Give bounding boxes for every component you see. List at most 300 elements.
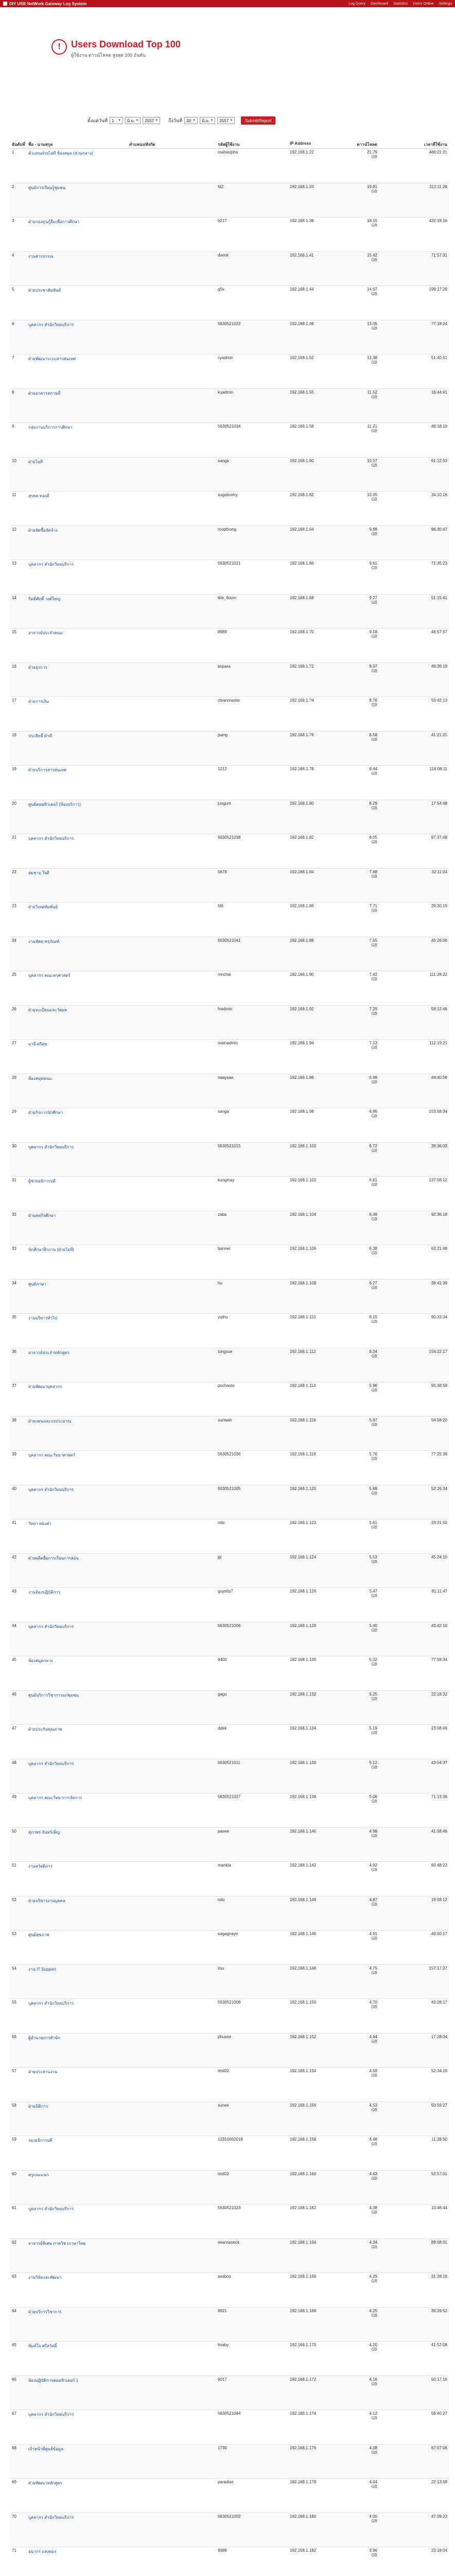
row-time: 40:00:17 xyxy=(431,1931,447,1936)
row-name[interactable] xyxy=(27,217,128,251)
user-name-link[interactable]: งานสวัสดิการ xyxy=(28,1864,52,1869)
user-name-link[interactable]: ฝ่ายบริการวิชาการ xyxy=(28,2309,62,2314)
row-rank: 29 xyxy=(12,1109,16,1114)
user-name-link[interactable]: ห้องปฏิบัติการคอมพิวเตอร์ 1 xyxy=(28,2378,79,2383)
row-dept xyxy=(128,492,216,526)
row-name[interactable] xyxy=(27,2102,128,2136)
row-name[interactable] xyxy=(27,663,128,697)
row-user: 5630521034 xyxy=(218,424,241,429)
row-download xyxy=(354,1074,379,1108)
row-user: dwmk xyxy=(218,252,229,258)
row-name[interactable] xyxy=(27,286,128,320)
row-download xyxy=(354,903,379,937)
row-name[interactable] xyxy=(27,1382,128,1416)
row-download xyxy=(354,2308,379,2342)
row-dept xyxy=(128,149,216,183)
row-download xyxy=(354,1691,379,1725)
user-name-link[interactable]: งานห้องปฏิบัติการ xyxy=(28,1590,61,1595)
row-name[interactable] xyxy=(27,252,128,286)
table-row xyxy=(10,1862,449,1896)
row-name[interactable] xyxy=(27,1965,128,1999)
user-name-link[interactable]: งานพัสดุ ครุภัณฑ์ xyxy=(28,939,60,944)
download-value: 4.98 xyxy=(369,1828,377,1834)
row-name[interactable] xyxy=(27,1417,128,1451)
download-value: 4.29 xyxy=(369,2274,377,2279)
download-unit: GB xyxy=(371,805,377,810)
row-dept xyxy=(128,1519,216,1553)
row-ip: 192.168.1.148 xyxy=(290,1965,317,1971)
row-name[interactable] xyxy=(27,766,128,800)
row-name[interactable] xyxy=(27,1451,128,1485)
row-user: sagagnaye xyxy=(218,1931,238,1936)
row-user: ndo xyxy=(218,1520,225,1525)
row-name[interactable] xyxy=(27,1930,128,1964)
row-name[interactable] xyxy=(27,1485,128,1519)
row-dept xyxy=(128,183,216,217)
download-unit: GB xyxy=(371,566,377,570)
download-value: 4.12 xyxy=(369,2411,377,2416)
download-unit: GB xyxy=(371,1388,377,1393)
row-name[interactable] xyxy=(27,149,128,183)
user-name-link[interactable]: ธนากร แสงทอง xyxy=(28,2549,57,2554)
row-name[interactable] xyxy=(27,526,128,560)
download-value: 5.47 xyxy=(369,1589,377,1594)
row-rank: 33 xyxy=(12,1246,16,1251)
row-rank: 34 xyxy=(12,1280,16,1285)
row-name[interactable] xyxy=(27,903,128,937)
row-name[interactable] xyxy=(27,834,128,868)
table-row xyxy=(10,1725,449,1759)
row-dept xyxy=(128,1451,216,1485)
row-time: 49:36:19 xyxy=(431,664,447,669)
row-name[interactable] xyxy=(27,1896,128,1930)
to-month-select[interactable] xyxy=(200,117,215,124)
user-name-link[interactable]: งาน IT Support xyxy=(28,1967,56,1972)
row-name[interactable] xyxy=(27,2067,128,2102)
download-unit: GB xyxy=(371,2416,377,2420)
row-name[interactable] xyxy=(27,2205,128,2239)
row-dept xyxy=(128,2239,216,2273)
row-ip: 192.168.1.126 xyxy=(290,1589,317,1594)
row-name[interactable] xyxy=(27,697,128,731)
row-user: gagu xyxy=(218,1691,227,1697)
table-row xyxy=(10,1793,449,1828)
row-name[interactable] xyxy=(27,2547,128,2576)
row-name[interactable] xyxy=(27,354,128,388)
user-name-link[interactable]: ศูนย์การเรียนรู้ชุมชน xyxy=(28,185,65,190)
row-user: cyadmin xyxy=(218,355,233,360)
user-name-link[interactable]: ฝ่ายกิจการนักศึกษา xyxy=(28,1110,63,1115)
user-name-link[interactable]: อาจารย์พิเศษ ภาควิชาภาษาไทย xyxy=(28,2241,86,2246)
row-time: 95:38:59 xyxy=(431,1383,447,1388)
row-name[interactable] xyxy=(27,2308,128,2342)
col-dept: ตำแหน่ง/สังกัด xyxy=(129,142,155,147)
user-name-link[interactable]: บุคลากร สำนักวิทยบริการ xyxy=(28,1487,74,1492)
row-ip: 192.168.1.158 xyxy=(290,2137,317,2142)
row-ip: 192.168.1.86 xyxy=(290,904,314,908)
date-filter xyxy=(87,115,417,126)
user-name-link[interactable]: สมชาย ใจดี xyxy=(28,870,49,875)
row-time: 19:58:12 xyxy=(431,1897,447,1902)
table-row xyxy=(10,2171,449,2205)
row-name[interactable] xyxy=(27,389,128,423)
user-name-link[interactable]: ฝ่ายการเงิน xyxy=(28,699,49,704)
user-name-link[interactable]: บุคลากร สำนักวิทยบริการ xyxy=(28,322,74,327)
row-name[interactable] xyxy=(27,1211,128,1245)
table-row xyxy=(10,1622,449,1657)
user-name-link[interactable]: ศูนย์คอมพิวเตอร์ (ห้องบริการ) xyxy=(28,802,81,807)
user-name-link[interactable]: มาลี ศรีสุข xyxy=(28,1042,47,1046)
row-name[interactable] xyxy=(27,2445,128,2479)
row-ip: 192.168.1.94 xyxy=(290,1041,314,1045)
user-name-link[interactable]: เจ้าหน้าที่ศูนย์ข้อมูล xyxy=(28,2446,64,2451)
user-name-link[interactable]: งานสารบรรณ xyxy=(28,253,54,259)
chevron-down-icon: ▼ xyxy=(155,119,159,122)
row-dept xyxy=(128,1211,216,1245)
row-name[interactable] xyxy=(27,1040,128,1074)
user-name-link[interactable]: บุคลากร สำนักวิทยบริการ xyxy=(28,2412,74,2417)
user-name-link[interactable]: ฝ่ายธุรการ xyxy=(28,665,47,670)
user-name-link[interactable]: ครูแนะแนว xyxy=(28,2172,49,2177)
row-name[interactable] xyxy=(27,2171,128,2205)
user-name-link[interactable]: ฝ่ายกองทุนกู้ยืมเพื่อการศึกษา xyxy=(28,219,80,224)
row-name[interactable] xyxy=(27,800,128,834)
row-name[interactable] xyxy=(27,2513,128,2547)
from-day-select[interactable] xyxy=(110,117,123,124)
user-name-link[interactable]: งานบริหารทั่วไป xyxy=(28,1316,58,1320)
row-time: 45:26:06 xyxy=(431,938,447,943)
row-rank: 27 xyxy=(12,1041,16,1045)
row-user: g5s xyxy=(218,287,224,292)
row-time: 51:40:51 xyxy=(431,355,447,360)
row-name[interactable] xyxy=(27,1314,128,1348)
row-time: 39:29:52 xyxy=(431,2308,447,2313)
download-unit: GB xyxy=(371,1285,377,1290)
row-name[interactable] xyxy=(27,1999,128,2033)
download-unit: GB xyxy=(371,1422,377,1427)
row-name[interactable] xyxy=(27,1108,128,1142)
row-rank: 69 xyxy=(12,2480,16,2484)
row-name[interactable] xyxy=(27,492,128,526)
row-name[interactable] xyxy=(27,2136,128,2170)
row-name[interactable] xyxy=(27,2239,128,2273)
row-time: 154:22:17 xyxy=(429,1349,447,1354)
row-name[interactable] xyxy=(27,2033,128,2067)
row-user: 5630521006 xyxy=(218,1623,241,1628)
row-dept xyxy=(128,1896,216,1930)
table-row xyxy=(10,2102,449,2137)
brand[interactable] xyxy=(3,2,86,6)
row-name[interactable] xyxy=(27,2273,128,2307)
row-name[interactable] xyxy=(27,1622,128,1656)
row-time: 58:12:46 xyxy=(431,1006,447,1011)
row-dept xyxy=(128,2513,216,2547)
row-name[interactable] xyxy=(27,1828,128,1862)
row-download xyxy=(354,800,379,834)
user-name-link[interactable]: ฝ่ายผลิตสื่อการเรียนการสอน xyxy=(28,1555,79,1561)
row-name[interactable] xyxy=(27,320,128,354)
row-ip: 192.168.1.112 xyxy=(290,1349,316,1354)
download-value: 6.27 xyxy=(369,1280,377,1285)
row-download xyxy=(354,1108,379,1142)
download-value: 4.43 xyxy=(369,2171,377,2176)
user-name-link[interactable]: ผู้อำนวยการสำนัก xyxy=(28,2035,60,2040)
row-user: test02 xyxy=(218,2171,229,2176)
col-download: ดาวน์โหลด xyxy=(357,142,377,147)
user-name-link[interactable]: ฝ่ายวิเทศสัมพันธ์ xyxy=(28,905,58,909)
row-name[interactable] xyxy=(27,595,128,629)
user-name-link[interactable]: บุคลากร คณะวิทยาศาสตร์ xyxy=(28,1453,76,1458)
row-ip: 192.168.1.82 xyxy=(290,835,314,840)
user-name-link[interactable]: ฝ่ายประชาสัมพันธ์ xyxy=(28,288,61,293)
row-user: 5630521015 xyxy=(218,1143,241,1148)
row-user: 5630521021 xyxy=(218,561,241,566)
row-download xyxy=(354,1930,379,1964)
row-user: ikle_tloom xyxy=(218,595,237,600)
row-time: 47:09:23 xyxy=(431,2514,447,2519)
download-unit: GB xyxy=(371,1765,377,1770)
user-name-link[interactable]: ฝ่ายทะเบียนและวัดผล xyxy=(28,1007,67,1012)
user-name-link[interactable]: บุคลากร คณะครุศาสตร์ xyxy=(28,973,71,978)
row-name[interactable] xyxy=(27,629,128,663)
download-unit: GB xyxy=(371,2381,377,2386)
nav-settings[interactable]: Settings xyxy=(439,2,452,6)
user-name-link[interactable]: บุคลากร คณะวิทยาการจัดการ xyxy=(28,1795,82,1800)
download-unit: GB xyxy=(371,942,377,947)
download-value: 9.61 xyxy=(369,561,377,566)
download-value: 5.19 xyxy=(369,1726,377,1731)
download-value: 4.87 xyxy=(369,1897,377,1902)
row-time: 23:08:49 xyxy=(431,1726,447,1731)
row-time: 118:08:11 xyxy=(429,767,447,771)
user-name-link[interactable]: อาจารย์ประจำหลักสูตร xyxy=(28,1350,69,1355)
row-name[interactable] xyxy=(27,2410,128,2444)
row-name[interactable] xyxy=(27,183,128,217)
row-download xyxy=(354,1040,379,1074)
row-dept xyxy=(128,1245,216,1279)
row-rank: 42 xyxy=(12,1554,16,1560)
user-name-link[interactable]: ฝ่ายพัฒนาระบบสารสนเทศ xyxy=(28,357,76,361)
row-download xyxy=(354,1622,379,1656)
user-name-link[interactable]: บุคลากร สำนักวิทยบริการ xyxy=(28,1761,74,1766)
row-ip: 192.168.1.74 xyxy=(290,698,314,703)
user-name-link[interactable]: บุคลากร สำนักวิทยบริการ xyxy=(28,2515,74,2520)
submit-report-button[interactable]: Submit/Report xyxy=(241,116,275,125)
row-rank: 52 xyxy=(12,1897,16,1902)
user-name-link[interactable]: ห้องสมุดคณะ xyxy=(28,1076,52,1081)
user-name-link[interactable]: ตัวแทนฝ่ายไอที ห้องสมุด (ส่วนกลาง) xyxy=(28,151,93,156)
row-name[interactable] xyxy=(27,1554,128,1588)
from-month-select[interactable] xyxy=(125,117,141,124)
row-name[interactable] xyxy=(27,1519,128,1553)
download-unit: GB xyxy=(371,771,377,776)
table-row xyxy=(10,526,449,561)
row-name[interactable] xyxy=(27,1074,128,1108)
row-time: 43:42:10 xyxy=(431,1623,447,1628)
user-name-link[interactable]: ฝ่ายประกันคุณภาพ xyxy=(28,1727,62,1732)
page-subtitle: ผู้ใช้งาน ดาวน์โหลด สูงสุด 100 อันดับ xyxy=(71,53,146,58)
download-value: 8.05 xyxy=(369,835,377,840)
row-rank: 70 xyxy=(12,2514,16,2519)
nav-statistics[interactable]: Statistics xyxy=(393,2,408,6)
row-download xyxy=(354,1451,379,1485)
row-rank: 49 xyxy=(12,1794,16,1799)
row-name[interactable] xyxy=(27,1177,128,1211)
user-name-link[interactable]: ห้องสมุดกลาง xyxy=(28,1658,53,1663)
user-name-link[interactable]: บุคลากร สำนักวิทยบริการ xyxy=(28,1624,74,1629)
row-name[interactable] xyxy=(27,937,128,971)
row-rank: 16 xyxy=(12,664,16,669)
user-name-link[interactable]: บุคลากร สำนักวิทยบริการ xyxy=(28,2001,74,2006)
row-name[interactable] xyxy=(27,1143,128,1177)
user-name-link[interactable]: สุรพล ทองดี xyxy=(28,494,49,498)
row-rank: 12 xyxy=(12,527,16,532)
row-time: 422:18:16 xyxy=(429,218,447,223)
row-name[interactable] xyxy=(27,1348,128,1382)
user-name-link[interactable]: กลุ่มงานบริการการศึกษา xyxy=(28,425,73,430)
row-user: ddek xyxy=(218,1726,227,1731)
row-time: 71:13:36 xyxy=(431,1794,447,1799)
row-name[interactable] xyxy=(27,1245,128,1279)
user-name-link[interactable]: บุคลากร สำนักวิทยบริการ xyxy=(28,1144,74,1149)
row-name[interactable] xyxy=(27,457,128,492)
user-name-link[interactable]: ฝ่ายบริหารงานบุคคล xyxy=(28,1898,65,1903)
row-user: 5630521036 xyxy=(218,1452,241,1456)
download-unit: GB xyxy=(371,2210,377,2215)
download-unit: GB xyxy=(371,326,377,331)
row-dept xyxy=(128,2410,216,2444)
row-dept xyxy=(128,354,216,388)
row-user: cleanmaster xyxy=(218,698,240,703)
row-name[interactable] xyxy=(27,1588,128,1622)
row-download xyxy=(354,2136,379,2170)
row-name[interactable] xyxy=(27,423,128,457)
from-year-select[interactable] xyxy=(143,117,160,124)
table-row xyxy=(10,732,449,766)
row-name[interactable] xyxy=(27,971,128,1005)
row-name[interactable] xyxy=(27,560,128,594)
row-time: 50:17:16 xyxy=(431,2377,447,2382)
user-name-link[interactable]: ฝ่ายพัฒนาบุคลากร xyxy=(28,1384,62,1389)
user-name-link[interactable]: ฝ่ายแผนและงบประมาณ xyxy=(28,1418,72,1423)
row-rank: 1 xyxy=(12,150,14,155)
row-name[interactable] xyxy=(27,2376,128,2410)
row-name[interactable] xyxy=(27,1656,128,1690)
row-dept xyxy=(128,663,216,697)
download-value: 4.25 xyxy=(369,2308,377,2313)
table-row xyxy=(10,2033,449,2068)
user-name-link[interactable]: รองอธิการบดี xyxy=(28,2138,52,2143)
user-name-link[interactable]: ประสิทธิ์ คำดี xyxy=(28,733,52,738)
row-time: 199:17:26 xyxy=(429,287,447,292)
row-download xyxy=(354,1245,379,1279)
row-name[interactable] xyxy=(27,1691,128,1725)
row-name[interactable] xyxy=(27,1862,128,1896)
row-ip: 192.168.1.46 xyxy=(290,321,314,326)
row-name[interactable] xyxy=(27,1725,128,1759)
user-name-link[interactable]: บุคลากร สำนักวิทยบริการ xyxy=(28,2207,74,2211)
row-ip: 192.168.1.168 xyxy=(290,2308,317,2313)
table-row xyxy=(10,1828,449,1862)
user-name-link[interactable]: ฝ่ายจัดซื้อจัดจ้าง xyxy=(28,528,58,533)
row-user: 5630521005 xyxy=(218,1486,241,1491)
row-dept xyxy=(128,526,216,560)
row-time: 77:25:38 xyxy=(431,1452,447,1456)
user-name-link[interactable]: อาจารย์ประจำคณะ xyxy=(28,631,63,635)
row-download xyxy=(354,1314,379,1348)
nav-dashboard[interactable]: Dashboard xyxy=(370,2,389,6)
row-ip: 192.168.1.22 xyxy=(290,150,314,155)
row-name[interactable] xyxy=(27,1759,128,1793)
nav-users-online[interactable]: Users Online xyxy=(413,2,434,6)
table-row xyxy=(10,1074,449,1109)
row-name[interactable] xyxy=(27,1793,128,1827)
user-name-link[interactable]: ฝ่ายพัฒนาหลักสูตร xyxy=(28,2481,62,2485)
to-year-select[interactable] xyxy=(217,117,235,124)
user-name-link[interactable]: ฝ่ายอาคารสถานที่ xyxy=(28,391,61,396)
alert-icon: ! xyxy=(51,39,67,55)
row-dept xyxy=(128,1074,216,1108)
user-name-link[interactable]: ฝ่ายไอที xyxy=(28,459,43,464)
row-name[interactable] xyxy=(27,1006,128,1040)
user-name-link[interactable]: ฝ่ายสหกิจศึกษา xyxy=(28,1213,56,1218)
col-rank: อันดับที่ xyxy=(12,142,25,147)
row-user: ndo xyxy=(218,1897,225,1902)
row-user: roopthong xyxy=(218,527,237,532)
user-name-link[interactable]: ศูนย์ภาษา xyxy=(28,1281,46,1286)
download-value: 8.76 xyxy=(369,698,377,703)
row-download xyxy=(354,423,379,457)
table-row xyxy=(10,492,449,526)
chevron-down-icon: ▼ xyxy=(192,119,196,122)
row-download xyxy=(354,1554,379,1588)
download-unit: GB xyxy=(371,1490,377,1496)
row-dept xyxy=(128,629,216,663)
to-day-select[interactable] xyxy=(184,117,198,124)
user-name-link[interactable]: วิทยา ทองคำ xyxy=(28,1521,51,1526)
user-name-link[interactable]: สุภาพร จันทร์เพ็ญ xyxy=(28,1829,60,1835)
nav-log-query[interactable]: Log Query xyxy=(348,2,365,6)
user-name-link[interactable]: บุคลากร สำนักวิทยบริการ xyxy=(28,562,74,567)
user-name-link[interactable]: บุคลากร สำนักวิทยบริการ xyxy=(28,836,74,841)
user-name-link[interactable]: ฝ่ายบริการสารสนเทศ xyxy=(28,768,66,772)
table-row xyxy=(10,1554,449,1588)
row-dept xyxy=(128,2033,216,2067)
row-download xyxy=(354,286,379,320)
user-name-link[interactable]: ผู้ช่วยอธิการบดี xyxy=(28,1179,56,1183)
user-name-link[interactable]: ฝ่ายนิติการ xyxy=(28,2104,48,2109)
row-download xyxy=(354,320,379,354)
user-name-link[interactable]: งานวิจัยและพัฒนา xyxy=(28,2275,62,2280)
table-row xyxy=(10,1656,449,1691)
row-download xyxy=(354,2342,379,2376)
user-name-link[interactable]: ศูนย์บริการวิชาการแก่ชุมชน xyxy=(28,1692,79,1698)
row-name[interactable] xyxy=(27,1280,128,1314)
user-name-link[interactable]: นักศึกษาฝึกงาน (ฝ่ายไอที) xyxy=(28,1247,74,1252)
row-dept xyxy=(128,2547,216,2576)
row-name[interactable] xyxy=(27,2342,128,2376)
row-name[interactable] xyxy=(27,2479,128,2513)
row-name[interactable] xyxy=(27,869,128,903)
row-user: pasee xyxy=(218,1828,229,1834)
user-name-link[interactable]: ศูนย์สุขภาพ xyxy=(28,1933,49,1937)
user-name-link[interactable]: ฝ่ายประสานงาน xyxy=(28,2070,58,2074)
row-name[interactable] xyxy=(27,732,128,766)
download-unit: GB xyxy=(371,394,377,399)
user-name-link[interactable]: กิตติศักดิ์ วงศ์ใหญ่ xyxy=(28,596,61,601)
download-unit: GB xyxy=(371,1216,377,1222)
user-name-link[interactable]: พิมพ์ใจ ศรีสวัสดิ์ xyxy=(28,2344,57,2348)
